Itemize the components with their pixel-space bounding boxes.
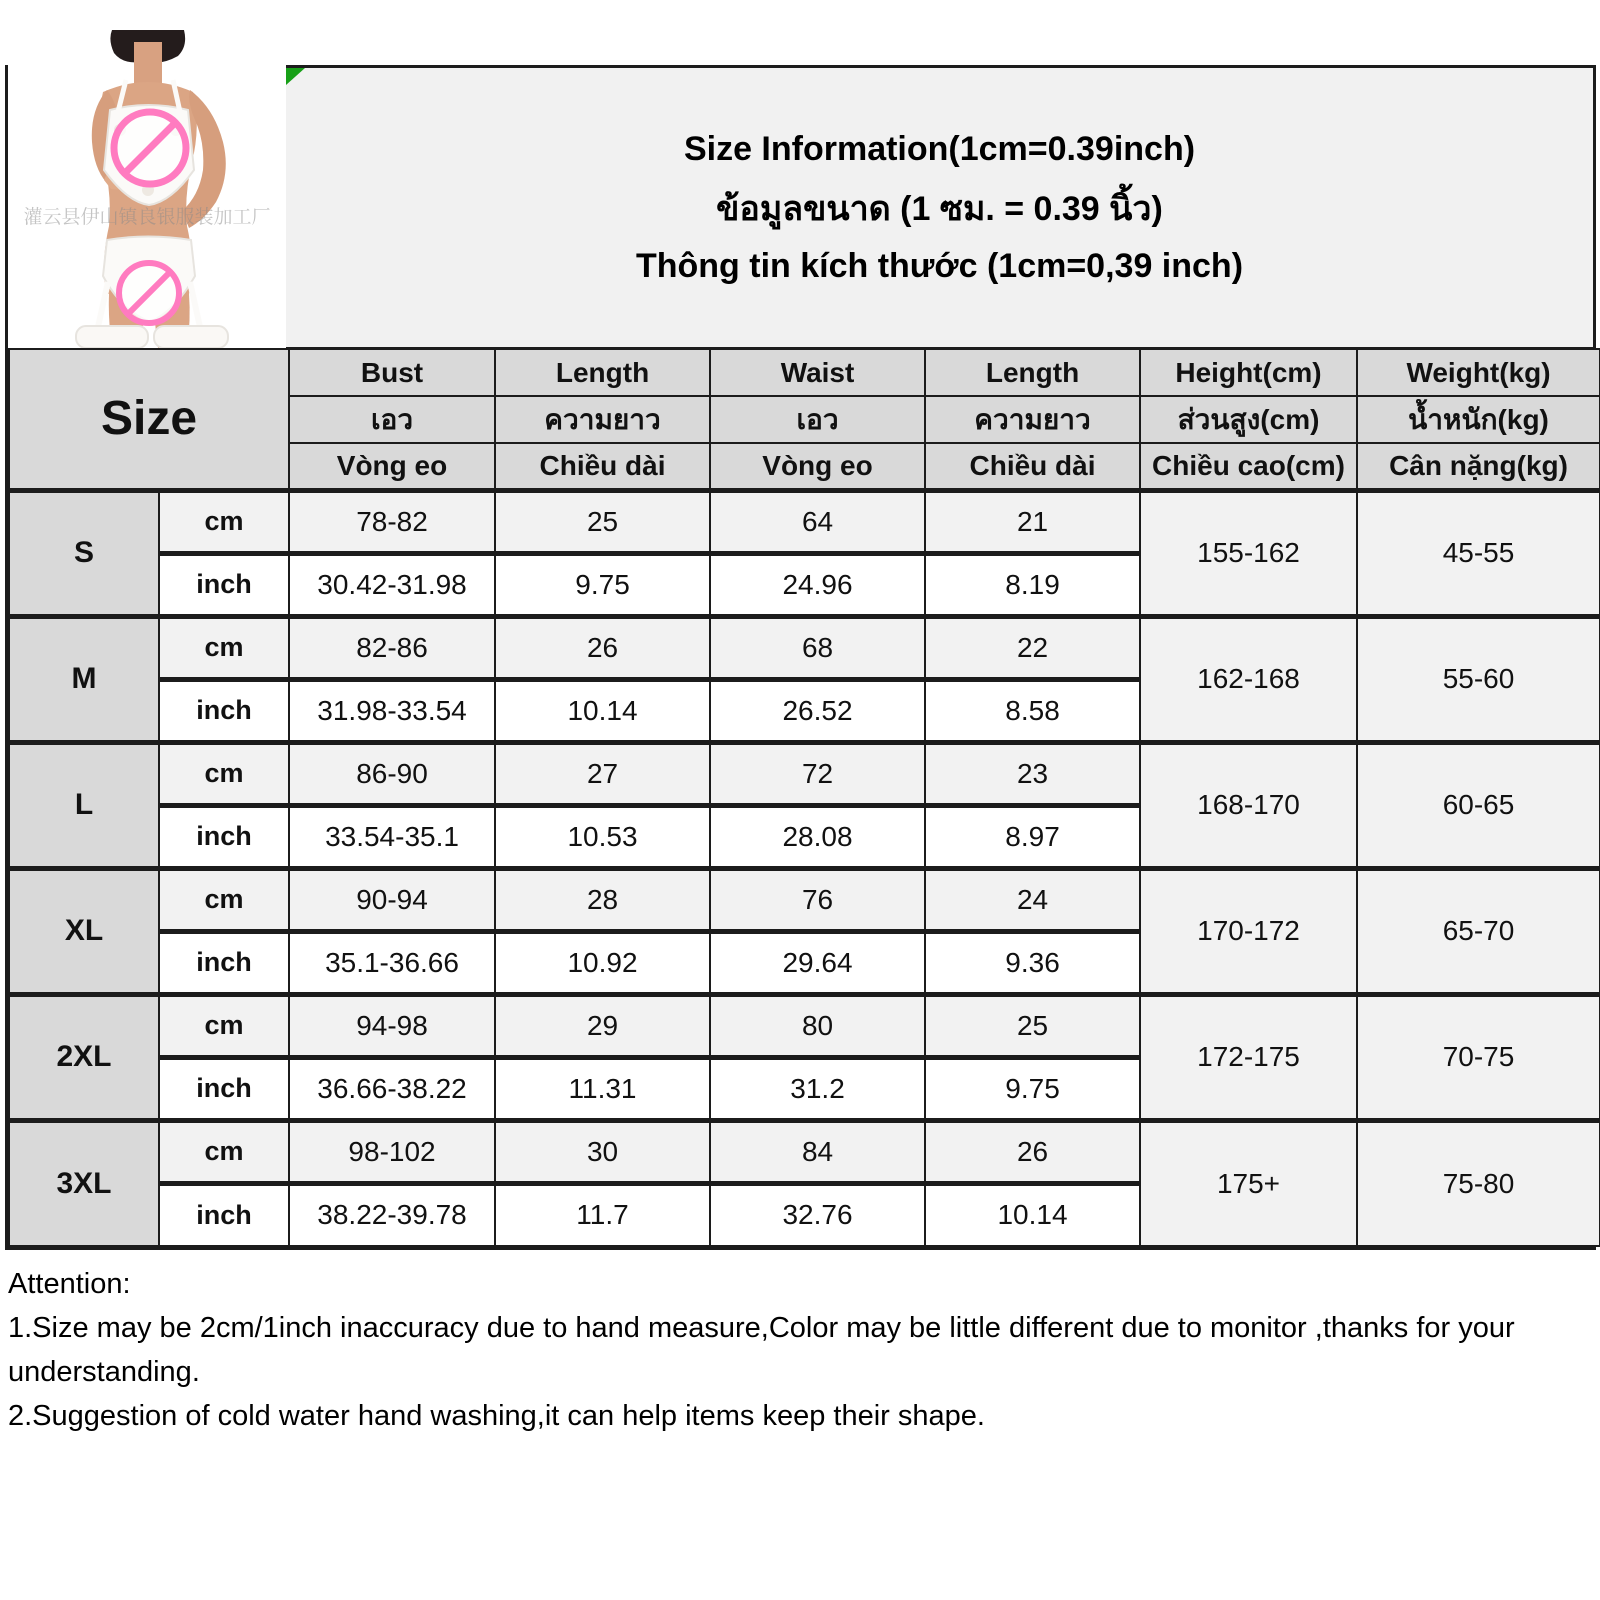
value-cell: 31.98-33.54 (289, 679, 495, 742)
value-cell: 11.31 (495, 1057, 710, 1120)
unit-label: cm (159, 868, 289, 931)
attention-line-1: 1.Size may be 2cm/1inch inaccuracy due to hand measure,Color may be little different due to monitor ,thanks for your understanding. (8, 1312, 1515, 1389)
size-label: 2XL (9, 994, 159, 1120)
value-cell: 35.1-36.66 (289, 931, 495, 994)
col-weight-th: น้ำหนัก(kg) (1357, 396, 1600, 443)
attention-heading: Attention: (8, 1268, 131, 1300)
weight-value: 60-65 (1357, 742, 1600, 868)
unit-label: inch (159, 553, 289, 616)
unit-label: inch (159, 931, 289, 994)
value-cell: 82-86 (289, 616, 495, 679)
size-label: S (9, 490, 159, 616)
value-cell: 28 (495, 868, 710, 931)
col-bust-vi: Vòng eo (289, 443, 495, 490)
title-english: Size Information(1cm=0.39inch) (683, 129, 1196, 168)
value-cell: 9.36 (925, 931, 1140, 994)
value-cell: 8.58 (925, 679, 1140, 742)
height-value: 162-168 (1140, 616, 1357, 742)
attention-line-2: 2.Suggestion of cold water hand washing,it can help items keep their shape. (8, 1400, 985, 1433)
height-value: 172-175 (1140, 994, 1357, 1120)
value-cell: 26.52 (710, 679, 925, 742)
value-cell: 76 (710, 868, 925, 931)
size-label: M (9, 616, 159, 742)
header-band (8, 68, 1593, 348)
col-waist-en: Waist (710, 349, 925, 396)
attention-notes (8, 1262, 1592, 1438)
value-cell: 29 (495, 994, 710, 1057)
value-cell: 68 (710, 616, 925, 679)
unit-label: inch (159, 805, 289, 868)
value-cell: 22 (925, 616, 1140, 679)
value-cell: 33.54-35.1 (289, 805, 495, 868)
col-waist-vi: Vòng eo (710, 443, 925, 490)
value-cell: 8.97 (925, 805, 1140, 868)
height-value: 175+ (1140, 1120, 1357, 1246)
size-label: L (9, 742, 159, 868)
unit-label: cm (159, 616, 289, 679)
col-length-vi: Chiều dài (495, 443, 710, 490)
value-cell: 32.76 (710, 1183, 925, 1246)
value-cell: 29.64 (710, 931, 925, 994)
unit-label: inch (159, 679, 289, 742)
col-length-en: Length (495, 349, 710, 396)
value-cell: 23 (925, 742, 1140, 805)
weight-value: 65-70 (1357, 868, 1600, 994)
value-cell: 80 (710, 994, 925, 1057)
unit-label: cm (159, 490, 289, 553)
col-length2-vi: Chiều dài (925, 443, 1140, 490)
value-cell: 36.66-38.22 (289, 1057, 495, 1120)
value-cell: 10.14 (495, 679, 710, 742)
value-cell: 9.75 (495, 553, 710, 616)
unit-label: cm (159, 994, 289, 1057)
weight-value: 70-75 (1357, 994, 1600, 1120)
weight-value: 55-60 (1357, 616, 1600, 742)
size-label: 3XL (9, 1120, 159, 1246)
value-cell: 98-102 (289, 1120, 495, 1183)
value-cell: 84 (710, 1120, 925, 1183)
value-cell: 21 (925, 490, 1140, 553)
censor-icon (119, 263, 179, 323)
value-cell: 26 (925, 1120, 1140, 1183)
weight-value: 75-80 (1357, 1120, 1600, 1246)
value-cell: 25 (495, 490, 710, 553)
col-length-th: ความยาว (495, 396, 710, 443)
value-cell: 10.14 (925, 1183, 1140, 1246)
col-length2-en: Length (925, 349, 1140, 396)
height-value: 155-162 (1140, 490, 1357, 616)
value-cell: 64 (710, 490, 925, 553)
value-cell: 78-82 (289, 490, 495, 553)
model-neck (134, 42, 162, 84)
unit-label: cm (159, 742, 289, 805)
value-cell: 30.42-31.98 (289, 553, 495, 616)
title-panel (286, 68, 1593, 347)
value-cell: 10.53 (495, 805, 710, 868)
stocking-top-left (76, 326, 148, 348)
col-waist-th: เอว (710, 396, 925, 443)
value-cell: 28.08 (710, 805, 925, 868)
col-bust-en: Bust (289, 349, 495, 396)
stocking-top-right (154, 326, 228, 348)
size-header: Size (9, 349, 289, 490)
product-photo-cell (8, 68, 286, 347)
value-cell: 90-94 (289, 868, 495, 931)
value-cell: 27 (495, 742, 710, 805)
value-cell: 11.7 (495, 1183, 710, 1246)
chart-box (5, 65, 1596, 1250)
value-cell: 9.75 (925, 1057, 1140, 1120)
unit-label: inch (159, 1183, 289, 1246)
value-cell: 86-90 (289, 742, 495, 805)
value-cell: 26 (495, 616, 710, 679)
censor-icon (114, 112, 186, 184)
value-cell: 31.2 (710, 1057, 925, 1120)
col-weight-en: Weight(kg) (1357, 349, 1600, 396)
value-cell: 10.92 (495, 931, 710, 994)
value-cell: 72 (710, 742, 925, 805)
value-cell: 38.22-39.78 (289, 1183, 495, 1246)
value-cell: 30 (495, 1120, 710, 1183)
product-photo (8, 30, 286, 348)
green-corner-marker-icon (286, 68, 305, 85)
col-height-vi: Chiều cao(cm) (1140, 443, 1357, 490)
unit-label: cm (159, 1120, 289, 1183)
title-thai: ข้อมูลขนาด (1 ซม. = 0.39 นิ้ว) (716, 189, 1163, 228)
height-value: 170-172 (1140, 868, 1357, 994)
col-bust-th: เอว (289, 396, 495, 443)
height-value: 168-170 (1140, 742, 1357, 868)
value-cell: 94-98 (289, 994, 495, 1057)
size-label: XL (9, 868, 159, 994)
col-weight-vi: Cân nặng(kg) (1357, 443, 1600, 490)
title-vietnamese: Thông tin kích thước (1cm=0,39 inch) (635, 246, 1244, 285)
value-cell: 24 (925, 868, 1140, 931)
value-cell: 25 (925, 994, 1140, 1057)
unit-label: inch (159, 1057, 289, 1120)
weight-value: 45-55 (1357, 490, 1600, 616)
size-table (8, 348, 1600, 1247)
watermark-text: 灌云县伊山镇良银服装加工厂 (23, 207, 271, 228)
col-height-th: ส่วนสูง(cm) (1140, 396, 1357, 443)
value-cell: 8.19 (925, 553, 1140, 616)
col-height-en: Height(cm) (1140, 349, 1357, 396)
value-cell: 24.96 (710, 553, 925, 616)
col-length2-th: ความยาว (925, 396, 1140, 443)
